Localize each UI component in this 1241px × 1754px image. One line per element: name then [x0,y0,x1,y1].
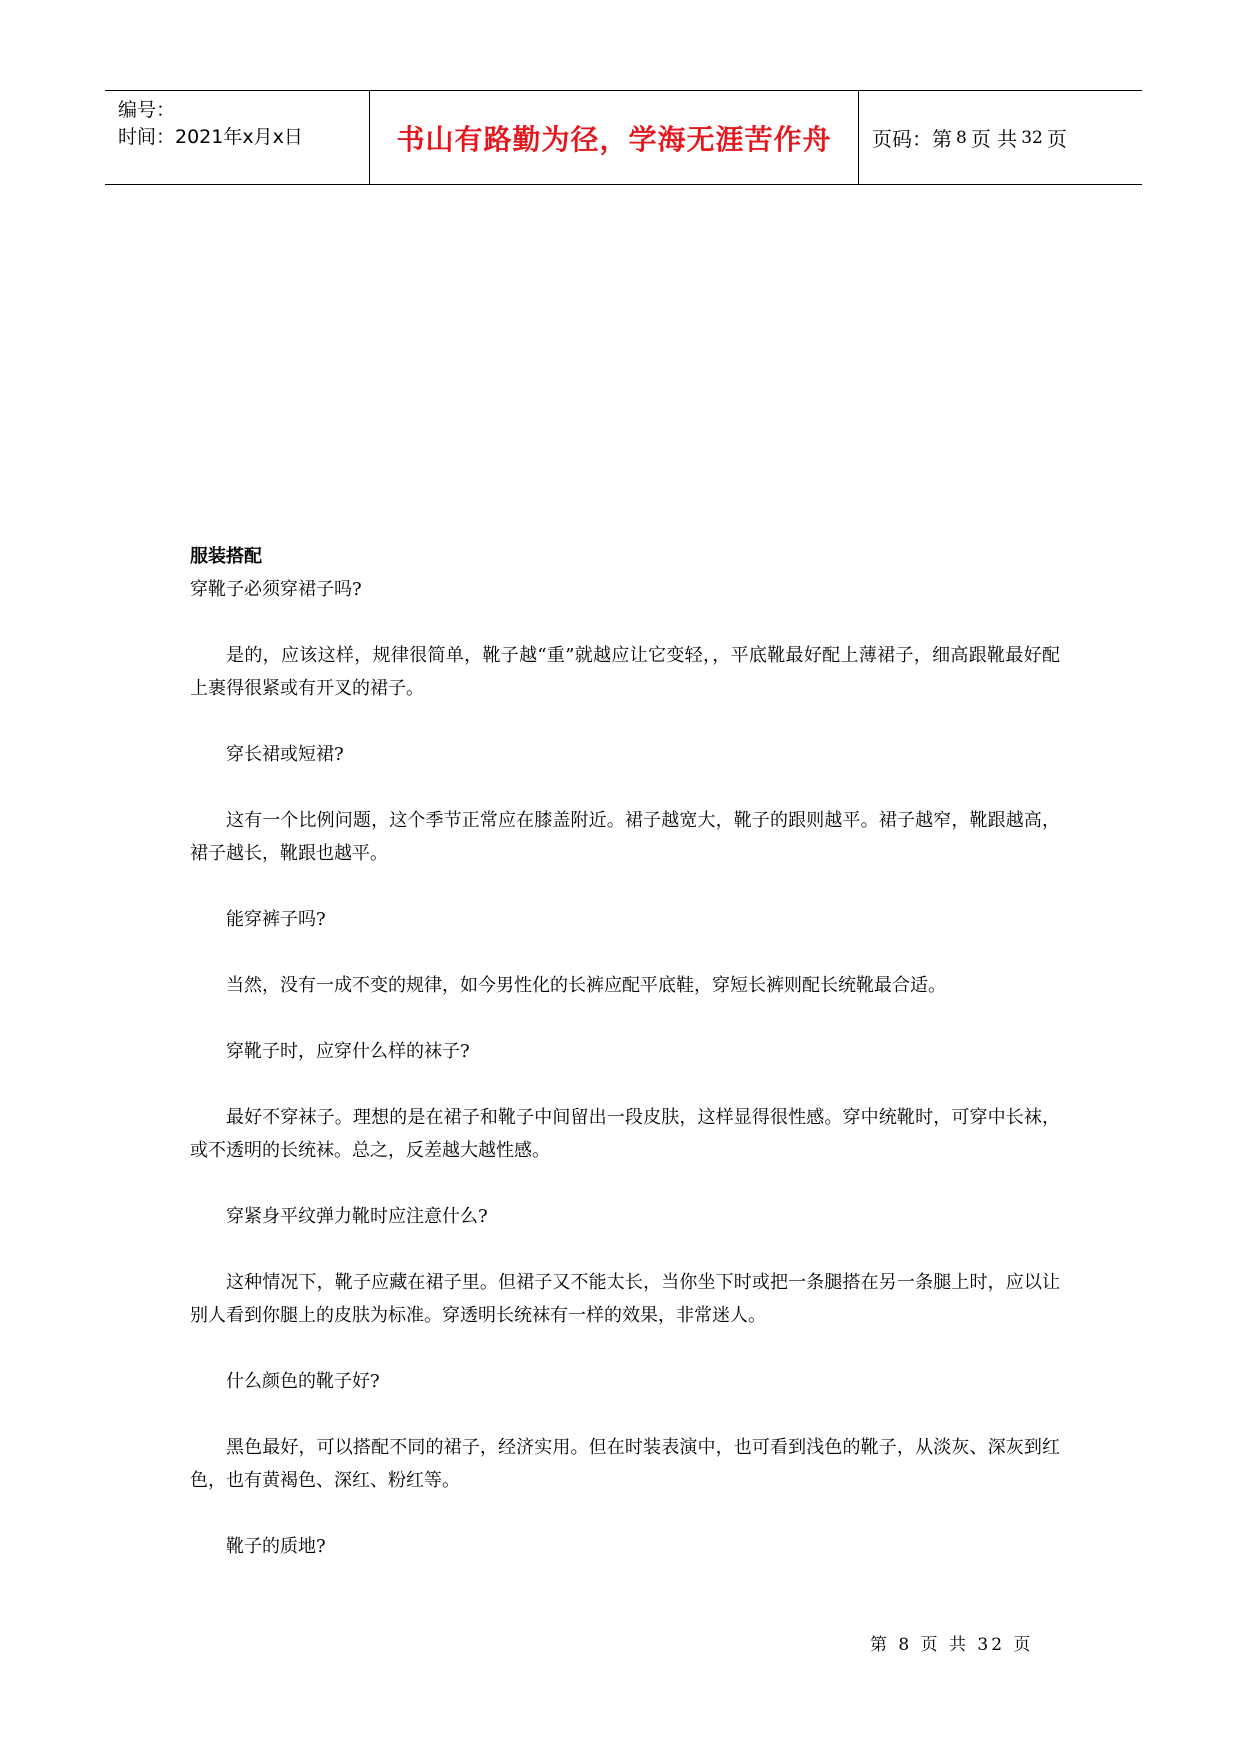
paragraph: 这种情况下，靴子应藏在裙子里。但裙子又不能太长，当你坐下时或把一条腿搭在另一条腿上时，应以让别人看到你腿上的皮肤为标准。穿透明长统袜有一样的效果，非常迷人。 [190,1272,1060,1326]
paragraph: 是的，应该这样，规律很简单，靴子越“重”就越应让它变轻，，平底靴最好配上薄裙子，细高跟靴最好配上裹得很紧或有开叉的裙子。 [190,645,1060,699]
time-label: 时间：2021年x月x日 [118,126,303,148]
paragraph: 能穿裤子吗? [226,909,326,930]
header-motto: 书山有路勤为径，学海无涯苦作舟 [370,91,859,184]
header-page-number [859,91,1142,184]
paragraph: 黑色最好，可以搭配不同的裙子，经济实用。但在时装表演中，也可看到浅色的靴子，从淡灰、深灰到红色，也有黄褐色、深红、粉红等。 [190,1437,1060,1491]
number-label: 编号： [118,99,176,121]
page-footer: 第 8 页 共 32 页 [870,1635,1034,1655]
paragraph: 什么颜色的靴子好? [226,1371,380,1392]
page-total: 32 [1021,127,1043,148]
page-mid: 页 共 [970,127,1018,151]
paragraph: 靴子的质地? [226,1536,326,1557]
page-prefix: 页码：第 [872,127,952,151]
page-suffix: 页 [1046,127,1067,151]
document-body [190,540,1060,1596]
paragraph: 最好不穿袜子。理想的是在裙子和靴子中间留出一段皮肤，这样显得很性感。穿中统靴时，可穿中长袜，或不透明的长统袜。总之，反差越大越性感。 [190,1107,1060,1161]
header-info-cell [105,91,370,184]
page-header [105,90,1142,185]
paragraph: 这有一个比例问题，这个季节正常应在膝盖附近。裙子越宽大，靴子的跟则越平。裙子越窄，靴跟越高，裙子越长，靴跟也越平。 [190,810,1060,864]
paragraph: 穿长裙或短裙? [226,744,344,765]
paragraph: 当然，没有一成不变的规律，如今男性化的长裤应配平底鞋，穿短长裤则配长统靴最合适。 [226,975,946,996]
paragraph: 穿靴子必须穿裙子吗? [190,579,362,600]
page-current: 8 [956,127,967,148]
paragraph: 穿靴子时，应穿什么样的袜子? [226,1041,470,1062]
paragraph: 穿紧身平纹弹力靴时应注意什么? [226,1206,488,1227]
section-title: 服装搭配 [190,546,262,567]
